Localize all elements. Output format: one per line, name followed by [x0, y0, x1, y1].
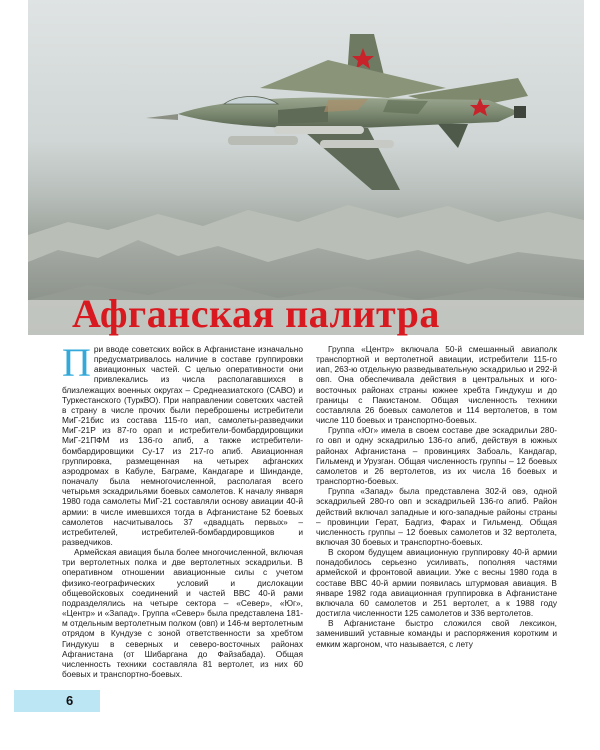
text-column-right — [316, 344, 557, 649]
paragraph: Группа «Юг» имела в своем составе две эскадрильи 280-го овп и одну эскадрилью 136-го апиб, действуя в южных районах Афганистана – провинциях Забоаль, Кандагар, Гильменд и Урузган. Общая численность группы – 12 боевых самолетов и 26 вертолетов, из их числа 16 боевых и транспортно-боевых. — [316, 425, 557, 487]
paragraph: Армейская авиация была более многочисленной, включая три вертолетных полка и две вертолетных эскадрильи. В оперативном отношении авиационные силы с учетом физико-географических условий и дислокации общевойсковых соединений и частей ВВС 40-й рами подразделялись на четыре сектора – «Север», «Юг», «Центр» и «Запад». Группа «Север» была представлена 181-м отдельным вертолетным полком (овп) и 146-м вертолетным отрядом в Кундузе с зоной ответственности за хребтом Гиндукуш в северных и северо-восточных районах Афганистана (от Шибаргана до Файзабада). Общая численность техники составляла 81 вертолет, из них 60 боевых и транспортно-боевых. — [62, 547, 303, 679]
drop-cap: П — [62, 340, 91, 385]
paragraph: Группа «Центр» включала 50-й смешанный авиаполк транспортной и вертолетной авиации, истребители 115-го иап, 263-ю отдельную разведывательную эскадрилью и 292-й овп. Она обеспечивала действия в центральных и юго-восточных районах страны южнее хребта Гиндукуш и до границы с Пакистаном. Общая численность техники составляла 26 боевых самолетов и 114 вертолетов, в том числе 110 боевых и транспортно-боевых. — [316, 344, 557, 426]
hero-photo — [28, 0, 584, 335]
page-number-tab — [14, 690, 100, 712]
article-title: Афганская палитра — [72, 291, 440, 336]
page-number: 6 — [66, 693, 74, 708]
paragraph: Группа «Запад» была представлена 302-й овэ, одной эскадрильей 280-го овп и эскадрильей 136-го апиб. Район действий включал западные и юго-западные районы страны – провинции Герат, Бадгиз, Фарах и Гильменд. Общая численность группы – 12 боевых самолетов и 32 вертолета, включая 30 боевых и транспортно-боевых. — [316, 486, 557, 547]
aircraft-illustration — [28, 0, 584, 335]
paragraph: В Афганистане быстро сложился свой лексикон, заменивший уставные команды и распоряжения коротким и емким жаргоном, что называется, с лету — [316, 618, 557, 649]
paragraph: В скором будущем авиационную группировку 40-й армии понадобилось серьезно усиливать, пополняя частями армейской и фронтовой авиации. Уже с весны 1980 года в составе ВВС 40-й армии появилась штурмовая авиация. В январе 1982 года авиационная группировка в Афганистане включала 60 самолетов и 251 вертолет, а к 1988 году достигла численности 125 самолетов и 336 вертолетов. — [316, 547, 557, 619]
text-column-left — [62, 340, 303, 679]
aircraft — [146, 34, 528, 190]
paragraph: При вводе советских войск в Афганистане изначально предусматривалось наличие в составе группировки авиационных частей. С целью оперативности они привлекались из числа располагавшихся в близлежащих военных округах – Среднеазиатского (САВО) и Туркестанского (ТуркВО). При направлении советских частей в страну в числе прочих были переброшены истребители МиГ-21бис из состава 115-го иап, самолеты-разведчики МиГ-21Р из 87-го орап и истребители-бомбардировщики МиГ-21ПФМ из 136-го апиб, а также истребители-бомбардировщики Су-17 из 217-го апиб. Авиационная группировка, размещенная на четырех афганских аэродромах в Кабуле, Баграме, Кандагаре и Шинданде, поначалу была немногочисленной, располагая всего четырьмя эскадрильями боевых самолетов. К началу января 1980 года самолеты МиГ-21 составляли основу авиации 40-й армии: в числе имевшихся тогда в Афганистане 52 боевых самолетов насчитывалось 37 «двадцать первых» – истребителей, истребителей-бомбардировщиков и разведчиков. — [62, 340, 303, 547]
